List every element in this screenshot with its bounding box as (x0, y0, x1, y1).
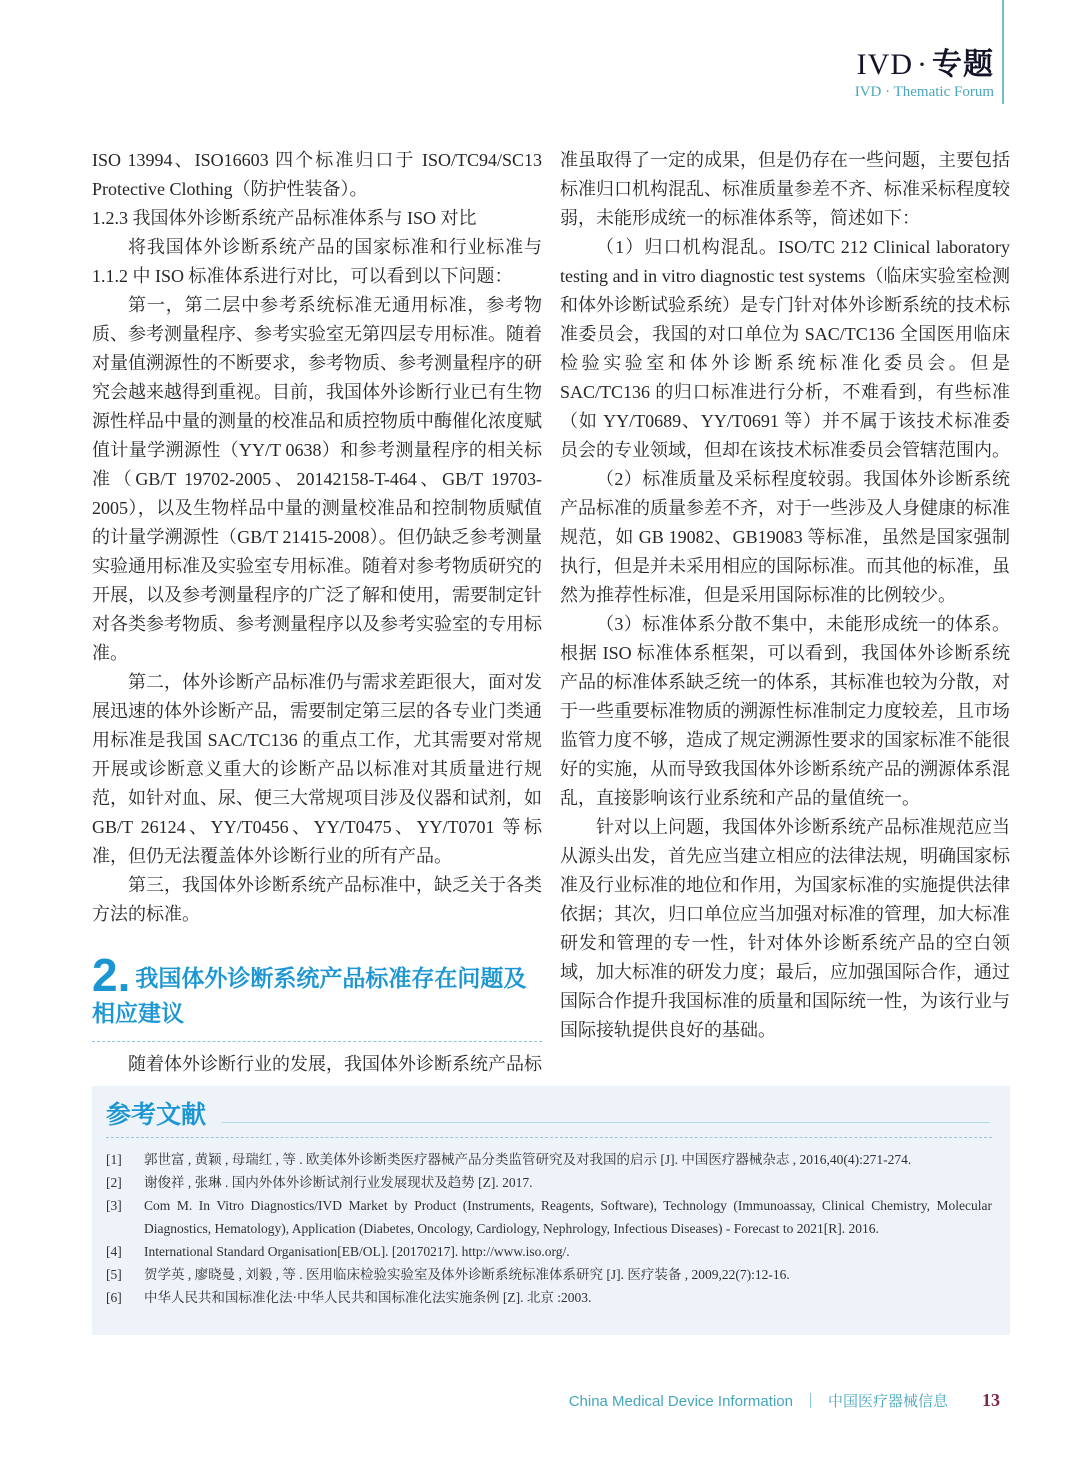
paragraph: 准虽取得了一定的成果，但是仍存在一些问题，主要包括标准归口机构混乱、标准质量参差不齐、标准采标程度较弱，未能形成统一的标准体系等，简述如下： (560, 150, 1010, 228)
reference-item (106, 1194, 992, 1240)
reference-item (106, 1286, 992, 1309)
page-number: 13 (982, 1390, 1000, 1410)
footer-journal-en: China Medical Device Information (568, 1393, 793, 1410)
reference-number: [4] (106, 1244, 122, 1259)
reference-text: International Standard Organisation[EB/OL]. [20170217]. http://www.iso.org/. (144, 1244, 570, 1259)
paragraph: （2）标准质量及采标程度较弱。我国体外诊断系统产品标准的质量参差不齐，对于一些涉及人身健康的标准规范，如 GB 19082、GB19083 等标准，虽然是国家强制执行，但是并未采用相应的国际标准。而其他的标准，虽然为推荐性标准，但是采用国际标准的比例较少。 (560, 469, 1010, 605)
page-footer (569, 1390, 1000, 1411)
header-title-dot: · (917, 48, 928, 81)
section-2-number: 2. (92, 949, 131, 1001)
reference-text: 贺学英 , 廖晓曼 , 刘毅 , 等 . 医用临床检验实验室及体外诊断系统标准体系研究 [J]. 医疗装备 , 2009,22(7):12-16. (144, 1267, 790, 1282)
right-column (560, 146, 1010, 1079)
reference-text: 谢俊祥 , 张琳 . 国内外体外诊断试剂行业发展现状及趋势 [Z]. 2017. (144, 1175, 533, 1190)
paragraph: ISO 13994、ISO16603 四个标准归口于 ISO/TC94/SC13 Protective Clothing（防护性装备）。 (92, 150, 542, 199)
page-header (855, 48, 994, 101)
header-vertical-rule (1002, 0, 1004, 104)
paragraph: （3）标准体系分散不集中，未能形成统一的体系。根据 ISO 标准体系框架，可以看到，我国体外诊断系统产品的标准体系缺乏统一的体系，其标准也较为分散，对于一些重要标准物质的溯源性标准制定力度较差，且市场监管力度不够，造成了规定溯源性要求的国家标准不能很好的实施，从而导致我国体外诊断系统产品的溯源体系混乱，直接影响该行业系统和产品的量值统一。 (560, 614, 1010, 808)
reference-number: [3] (106, 1198, 122, 1213)
left-column (92, 146, 542, 1079)
reference-item (106, 1263, 992, 1286)
reference-number: [1] (106, 1152, 122, 1167)
references-heading-row (106, 1100, 992, 1130)
paragraph: 将我国体外诊断系统产品的国家标准和行业标准与 1.1.2 中 ISO 标准体系进行对比，可以看到以下问题： (92, 237, 542, 286)
subsection-heading-123: 1.2.3 我国体外诊断系统产品标准体系与 ISO 对比 (92, 208, 477, 228)
header-title-en: IVD (856, 48, 913, 81)
section-2-heading (92, 949, 542, 1042)
paragraph: 第一，第二层中参考系统标准无通用标准，参考物质、参考测量程序、参考实验室无第四层专用标准。随着对量值溯源性的不断要求，参考物质、参考测量程序的研究会越来越得到重视。目前，我国体外诊断行业已有生物源性样品中量的测量的校准品和质控物质中酶催化浓度赋值计量学溯源性（YY/T 0638）和参考测量程序的相关标准（GB/T 19702-2005、20142158-T-464、GB/T 19703-2005），以及生物样品中量的测量校准品和控制物质赋值的计量学溯源性（GB/T 21415-2008）。但仍缺乏参考测量实验通用标准及实验室专用标准。随着对参考物质研究的开展，以及参考测量程序的广泛了解和使用，需要制定针对各类参考物质、参考测量程序以及参考实验室的专用标准。 (92, 295, 542, 663)
reference-text: 中华人民共和国标准化法·中华人民共和国标准化法实施条例 [Z]. 北京 :2003. (144, 1290, 592, 1305)
reference-item (106, 1171, 992, 1194)
paragraph: 针对以上问题，我国体外诊断系统产品标准规范应当从源头出发，首先应当建立相应的法律法规，明确国家标准及行业标准的地位和作用，为国家标准的实施提供法律依据；其次，归口单位应当加强对标准的管理，加大标准研发和管理的专一性，针对体外诊断系统产品的空白领域，加大标准的研发力度；最后，应加强国际合作，通过国际合作提升我国标准的质量和国际统一性，为该行业与国际接轨提供良好的基础。 (560, 817, 1010, 1040)
section-2-title: 我国体外诊断系统产品标准存在问题及相应建议 (92, 965, 527, 1026)
reference-item (106, 1240, 992, 1263)
references-heading-rule (222, 1122, 990, 1123)
header-subtitle: IVD · Thematic Forum (854, 84, 994, 100)
references-dotted-rule (106, 1137, 992, 1138)
paragraph: （1）归口机构混乱。ISO/TC 212 Clinical laboratory testing and in vitro diagnostic test systems（临床实验室检测和体外诊断试验系统）是专门针对体外诊断系统的技术标准委员会，我国的对口单位为 SAC/TC136 全国医用临床检验实验室和体外诊断系统标准化委员会。但是 SAC/TC136 的归口标准进行分析，不难看到，有些标准（如 YY/T0689、YY/T0691 等）并不属于该技术标准委员会的专业领域，但却在该技术标准委员会管辖范围内。 (560, 237, 1010, 460)
reference-text: 郭世富 , 黄颖 , 母瑞红 , 等 . 欧美体外诊断类医疗器械产品分类监管研究及对我国的启示 [J]. 中国医疗器械杂志 , 2016,40(4):271-274. (144, 1152, 912, 1167)
reference-number: [6] (106, 1290, 122, 1305)
paragraph: 第二，体外诊断产品标准仍与需求差距很大，面对发展迅速的体外诊断产品，需要制定第三层的各专业门类通用标准是我国 SAC/TC136 的重点工作，尤其需要对常规开展或诊断意义重大的诊断产品以标准对其质量进行规范，如针对血、尿、便三大常规项目涉及仪器和试剂，如 GB/T 26124、YY/T0456、YY/T0475、YY/T0701 等标准，但仍无法覆盖体外诊断行业的所有产品。 (92, 672, 542, 866)
footer-journal-zh: 中国医疗器械信息 (827, 1393, 948, 1410)
reference-number: [5] (106, 1267, 122, 1282)
paragraph: 第三，我国体外诊断系统产品标准中，缺乏关于各类方法的标准。 (92, 875, 542, 924)
article-body (92, 146, 1010, 1079)
paragraph: 随着体外诊断行业的发展，我国体外诊断系统产品标 (128, 1054, 542, 1074)
footer-divider: ｜ (802, 1393, 818, 1410)
reference-text: Com M. In Vitro Diagnostics/IVD Market by Product (Instruments, Reagents, Software), Technology (Immunoassay, Clinical Chemistry, Molecular Diagnostics, Hematology), Application (Diabetes, Oncology, Cardiology, Nephrology, Infectious Diseases) - Forecast to 2021[R]. 2016. (144, 1198, 992, 1236)
references-section (92, 1086, 1010, 1335)
header-title-zh: 专题 (932, 48, 994, 81)
reference-number: [2] (106, 1175, 122, 1190)
references-heading: 参考文献 (106, 1101, 207, 1129)
reference-item (106, 1148, 992, 1171)
header-title (855, 48, 994, 82)
